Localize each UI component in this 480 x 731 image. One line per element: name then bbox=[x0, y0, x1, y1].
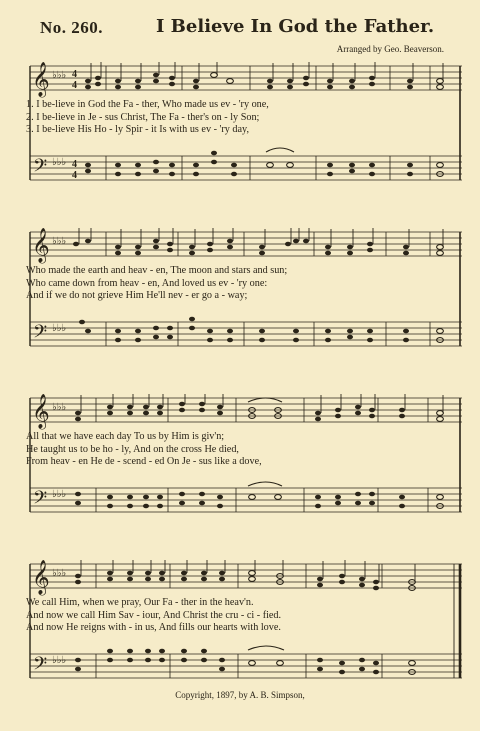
svg-text:♭♭♭: ♭♭♭ bbox=[52, 655, 67, 666]
svg-text:♭♭♭: ♭♭♭ bbox=[52, 236, 67, 247]
svg-text:♭♭♭: ♭♭♭ bbox=[52, 568, 67, 579]
lyric-line: Who made the earth and heav - en, The moon and stars and sun; bbox=[26, 265, 288, 276]
hymn-header bbox=[0, 0, 480, 60]
svg-text:𝄢: 𝄢 bbox=[33, 156, 48, 181]
verse-block-1 bbox=[26, 99, 466, 137]
arranger-credit: Arranged by Geo. Beaverson. bbox=[336, 44, 444, 54]
lyric-line: 2. I be-lieve in Je - sus Christ, The Fa - ther's on - ly Son; bbox=[26, 111, 260, 123]
svg-text:4: 4 bbox=[72, 159, 77, 170]
lyric-line: 3. I be-lieve His Ho - ly Spir - it Is with us ev - 'ry day, bbox=[26, 124, 249, 135]
lyric-line: From heav - en He de - scend - ed On Je - sus like a dove, bbox=[26, 456, 262, 467]
svg-text:4: 4 bbox=[72, 80, 77, 91]
svg-text:4: 4 bbox=[72, 69, 77, 80]
hymn-number: No. 260. bbox=[40, 18, 104, 37]
svg-text:𝄞: 𝄞 bbox=[32, 560, 50, 595]
lyric-line: Who came down from heav - en, And loved us ev - 'ry one: bbox=[26, 277, 268, 289]
lyric-line: And if we do not grieve Him He'll nev - er go a - way; bbox=[26, 290, 248, 301]
lyric-line: All that we have each day To us by Him is giv'n; bbox=[26, 431, 225, 442]
music-system-1 bbox=[26, 62, 466, 192]
music-system-2 bbox=[26, 228, 466, 358]
svg-text:𝄢: 𝄢 bbox=[33, 654, 48, 679]
lyric-line: 1. I be-lieve in God the Fa - ther, Who made us ev - 'ry one, bbox=[26, 99, 269, 110]
svg-text:♭♭♭: ♭♭♭ bbox=[52, 157, 67, 168]
svg-text:𝄢: 𝄢 bbox=[33, 322, 48, 347]
verse-block-2 bbox=[26, 265, 466, 303]
svg-text:𝄞: 𝄞 bbox=[32, 394, 50, 429]
svg-text:4: 4 bbox=[72, 170, 77, 181]
lyric-line: He taught us to be ho - ly, And on the cross He died, bbox=[26, 443, 239, 455]
lyric-line: And now He reigns with - in us, And fills our hearts with love. bbox=[26, 622, 281, 633]
verse-block-4 bbox=[26, 597, 466, 635]
svg-text:𝄞: 𝄞 bbox=[32, 228, 50, 263]
svg-text:♭♭♭: ♭♭♭ bbox=[52, 323, 67, 334]
verse-block-3 bbox=[26, 431, 466, 469]
lyric-line: And now we call Him Sav - iour, And Christ the cru - ci - fied. bbox=[26, 609, 282, 621]
svg-text:♭♭♭: ♭♭♭ bbox=[52, 70, 67, 81]
lyric-line: We call Him, when we pray, Our Fa - ther in the heav'n. bbox=[26, 597, 254, 608]
music-system-3 bbox=[26, 394, 466, 524]
svg-text:𝄢: 𝄢 bbox=[33, 488, 48, 513]
svg-text:𝄞: 𝄞 bbox=[32, 62, 50, 97]
hymn-title: I Believe In God the Father. bbox=[156, 16, 435, 37]
music-system-4 bbox=[26, 560, 466, 690]
svg-text:♭♭♭: ♭♭♭ bbox=[52, 489, 67, 500]
svg-text:♭♭♭: ♭♭♭ bbox=[52, 402, 67, 413]
copyright-notice: Copyright, 1897, by A. B. Simpson, bbox=[175, 690, 305, 700]
